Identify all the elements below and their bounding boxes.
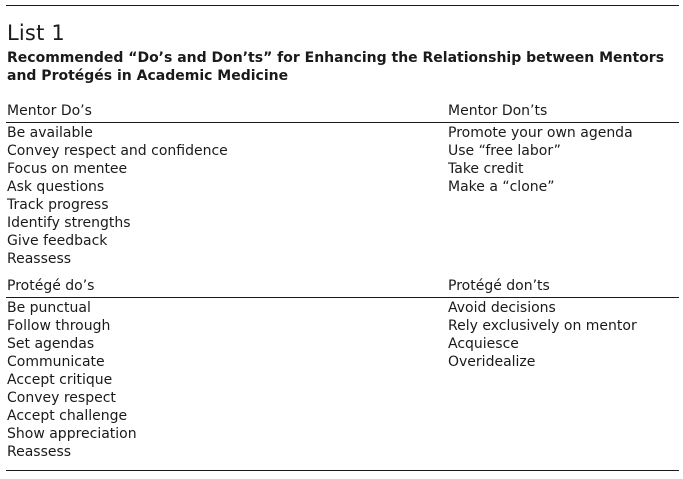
- list-item: Identify strengths: [7, 215, 131, 231]
- protege-donts-list: [448, 299, 637, 371]
- list-item: Reassess: [7, 251, 72, 267]
- list-item: Follow through: [7, 318, 111, 334]
- mentor-dos-header: Mentor Do’s: [7, 103, 92, 119]
- list-item: Reassess: [7, 444, 72, 460]
- list-item: Be punctual: [7, 300, 91, 316]
- list-item: Communicate: [7, 354, 105, 370]
- mentor-donts-header: Mentor Don’ts: [448, 103, 548, 119]
- list-item: Track progress: [7, 197, 109, 213]
- list-item: Rely exclusively on mentor: [448, 318, 637, 334]
- list-item: Show appreciation: [7, 426, 137, 442]
- bottom-rule: [6, 470, 679, 471]
- list-item: Accept challenge: [7, 408, 128, 424]
- list-item: Ask questions: [7, 179, 105, 195]
- list-item: Avoid decisions: [448, 300, 556, 316]
- list-number: List 1: [7, 21, 65, 45]
- protege-donts-header: Protégé don’ts: [448, 278, 550, 294]
- list-item: Accept critique: [7, 372, 113, 388]
- list-item: Be available: [7, 125, 93, 141]
- list-item: Take credit: [448, 161, 524, 177]
- list-item: Use “free labor”: [448, 143, 561, 159]
- list-item: Convey respect: [7, 390, 116, 406]
- list-item: Acquiesce: [448, 336, 519, 352]
- list-item: Focus on mentee: [7, 161, 128, 177]
- mentor-header-rule: [6, 122, 679, 123]
- list-title: Recommended “Do’s and Don’ts” for Enhancing the Relationship between Mentors and Protégés in Academic Medicine: [7, 50, 665, 84]
- protege-header-rule: [6, 297, 679, 298]
- protege-dos-header: Protégé do’s: [7, 278, 95, 294]
- mentor-dos-list: [7, 124, 228, 268]
- list-item: Convey respect and confidence: [7, 143, 228, 159]
- list-item: Overidealize: [448, 354, 536, 370]
- protege-dos-list: [7, 299, 137, 461]
- list-item: Make a “clone”: [448, 179, 555, 195]
- list-item: Give feedback: [7, 233, 108, 249]
- top-rule: [6, 5, 679, 6]
- list-item: Set agendas: [7, 336, 95, 352]
- mentor-donts-list: [448, 124, 633, 196]
- list-item: Promote your own agenda: [448, 125, 633, 141]
